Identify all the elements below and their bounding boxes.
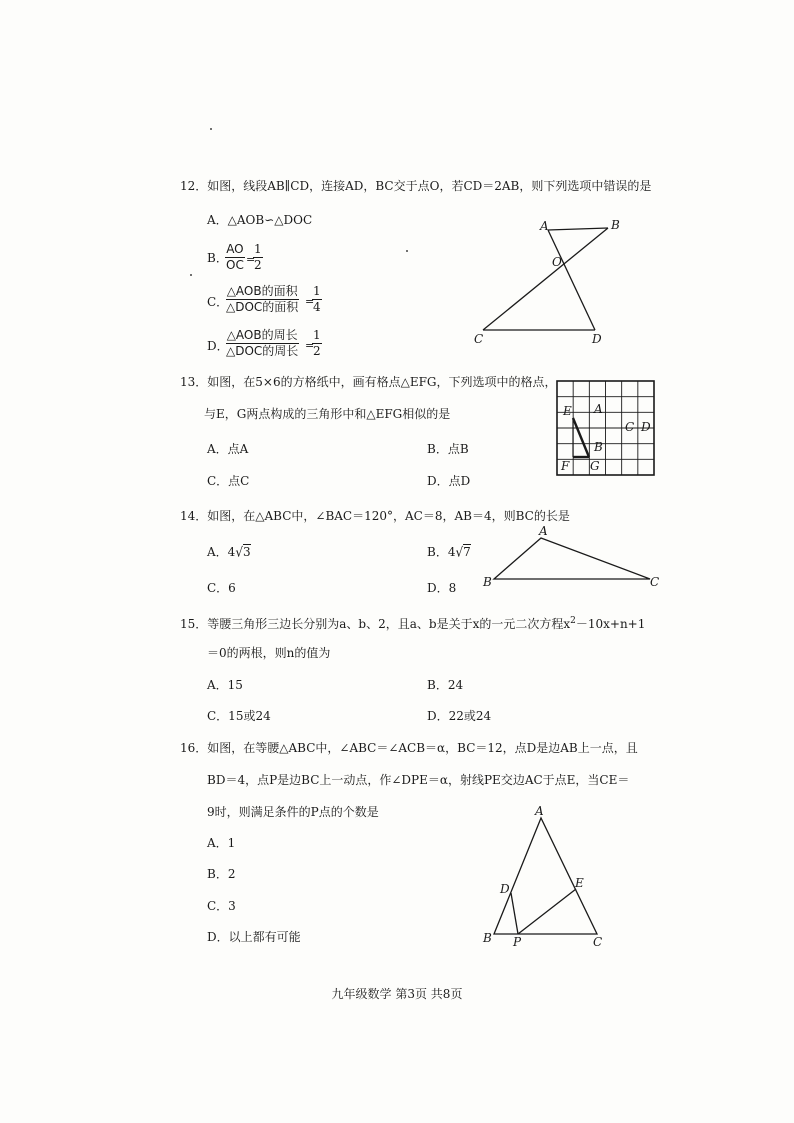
q12-option-b-letter: B． xyxy=(207,251,228,265)
q12-option-d-numerator: △AOB的周长 xyxy=(226,328,298,342)
q12-option-c-value-num: 1 xyxy=(313,284,321,298)
q13-label-g: G xyxy=(590,459,600,473)
q16-stem-line3: 9时，则满足条件的P点的个数是 xyxy=(207,805,379,819)
q14-label-b: B xyxy=(483,575,492,589)
q13-option-c: C．点C xyxy=(207,474,250,488)
q12-option-d-denominator: △DOC的周长 xyxy=(226,344,299,358)
q15-option-a: A．15 xyxy=(207,678,243,692)
q12-label-o: O xyxy=(552,255,562,269)
sqrt-icon: √ xyxy=(235,544,243,560)
q12-option-c-letter: C． xyxy=(207,295,229,309)
q12-option-d-value xyxy=(312,328,322,359)
q16-label-a: A xyxy=(535,804,544,818)
q12-option-c-value-den: 4 xyxy=(313,300,321,314)
q12-option-b-value-den: 2 xyxy=(254,258,262,272)
q15-stem-line1-a: 15．等腰三角形三边长分别为a、b、2，且a、b是关于x的一元二次方程x xyxy=(180,617,571,631)
q13-stem-line1: 13．如图，在5×6的方格纸中，画有格点△EFG，下列选项中的格点， xyxy=(180,375,557,389)
sqrt-icon: √ xyxy=(455,544,464,560)
scan-speck xyxy=(406,250,408,252)
page-footer: 九年级数学 第3页 共8页 xyxy=(331,987,463,1001)
q13-option-d: D．点D xyxy=(427,474,471,488)
q14-option-a-radicand: 3 xyxy=(242,545,251,559)
q12-option-c-equals: = xyxy=(305,295,315,308)
q12-segment-ab xyxy=(548,228,608,230)
q12-option-c-numerator: △AOB的面积 xyxy=(226,284,298,298)
q13-option-b: B．点B xyxy=(427,442,469,456)
q13-segment-eg xyxy=(573,418,589,457)
q14-option-a xyxy=(207,544,251,560)
q14-option-d: D．8 xyxy=(427,581,457,595)
q12-label-d: D xyxy=(592,332,602,346)
q15-stem-line2: ＝0的两根，则n的值为 xyxy=(207,646,331,660)
q13-label-e: E xyxy=(563,404,572,418)
q12-option-c-denominator: △DOC的面积 xyxy=(226,300,299,314)
q14-stem: 14．如图，在△ABC中，∠BAC＝120°，AC＝8，AB＝4，则BC的长是 xyxy=(180,509,570,523)
q15-option-c: C．15或24 xyxy=(207,709,271,723)
q15-stem-line1-b: －10x+n+1 xyxy=(575,617,646,631)
q16-option-b: B．2 xyxy=(207,867,236,881)
q12-option-b-denominator: OC xyxy=(226,258,244,272)
q12-option-a: A．△AOB∽△DOC xyxy=(207,213,313,227)
q13-label-f: F xyxy=(561,459,570,473)
scan-speck xyxy=(210,128,212,130)
q16-option-d: D．以上都有可能 xyxy=(207,930,301,944)
q14-option-b xyxy=(427,544,471,560)
q15-option-b: B．24 xyxy=(427,678,464,692)
q14-label-c: C xyxy=(650,575,660,589)
q14-option-b-radicand: 7 xyxy=(463,545,471,559)
q12-option-d-ratio xyxy=(225,328,299,359)
q16-segment-pe xyxy=(518,889,576,934)
q15-option-d: D．22或24 xyxy=(427,709,492,723)
q12-segment-bc xyxy=(483,228,608,330)
q16-segment-dp xyxy=(511,893,518,934)
q12-option-c-ratio xyxy=(225,284,299,315)
q15-stem-exponent: 2 xyxy=(570,616,576,626)
q13-label-a: A xyxy=(594,402,603,416)
q16-label-c: C xyxy=(593,935,603,949)
q16-option-a: A．1 xyxy=(207,836,236,850)
q13-stem-line2: 与E，G两点构成的三角形中和△EFG相似的是 xyxy=(204,407,451,421)
scan-speck xyxy=(190,274,192,276)
q14-option-b-prefix: B．4 xyxy=(427,545,456,559)
q14-triangle-abc xyxy=(494,538,650,579)
q16-stem-line2: BD＝4，点P是边BC上一动点，作∠DPE＝α，射线PE交边AC于点E，当CE＝ xyxy=(207,773,630,787)
q16-triangle-abc xyxy=(494,818,597,934)
q13-option-a: A．点A xyxy=(207,442,249,456)
q14-label-a: A xyxy=(539,524,548,538)
q12-option-d-value-den: 2 xyxy=(313,344,321,358)
q12-label-a: A xyxy=(540,219,549,233)
q12-option-d-equals: = xyxy=(305,339,315,352)
q15-stem-line1 xyxy=(180,613,645,632)
q12-stem: 12．如图，线段AB∥CD，连接AD，BC交于点O，若CD＝2AB，则下列选项中错误的是 xyxy=(180,179,652,193)
q12-option-b-equals: = xyxy=(246,253,256,266)
q13-label-c: C xyxy=(625,420,635,434)
q13-label-d: D xyxy=(641,420,651,434)
q16-label-e: E xyxy=(575,876,584,890)
q16-label-p: P xyxy=(513,935,522,949)
q12-option-b-value xyxy=(253,242,263,273)
q12-label-c: C xyxy=(474,332,484,346)
q14-option-a-prefix: A．4 xyxy=(207,545,236,559)
q16-option-c: C．3 xyxy=(207,899,236,913)
q12-segment-ad xyxy=(548,230,595,330)
q12-option-d-value-num: 1 xyxy=(313,328,321,342)
q12-label-b: B xyxy=(611,218,620,232)
q12-option-b-ratio xyxy=(225,242,245,273)
q16-label-b: B xyxy=(483,931,492,945)
q13-label-b: B xyxy=(594,440,603,454)
q12-option-b-numerator: AO xyxy=(226,242,244,256)
q12-option-b-value-num: 1 xyxy=(254,242,262,256)
q16-label-d: D xyxy=(500,882,510,896)
q16-stem-line1: 16．如图，在等腰△ABC中，∠ABC＝∠ACB＝α，BC＝12，点D是边AB上一点，且 xyxy=(180,741,638,755)
q12-option-c-value xyxy=(312,284,322,315)
q14-option-c: C．6 xyxy=(207,581,236,595)
q12-option-d-letter: D． xyxy=(207,339,229,353)
